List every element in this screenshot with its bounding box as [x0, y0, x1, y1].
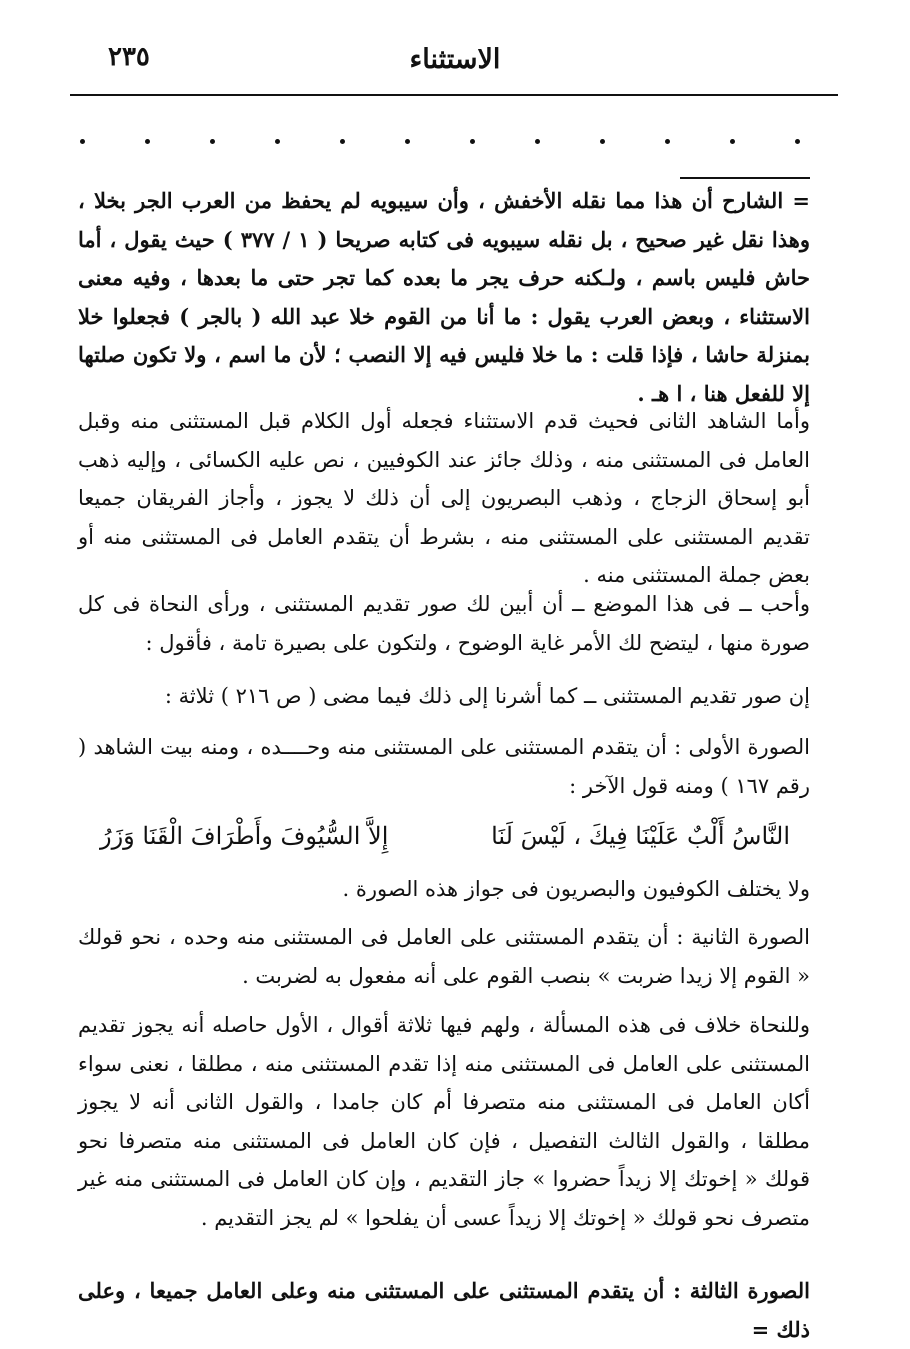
verse-second-hemistich: إِلاَّ السُّيُوفَ وأَطْرَافَ الْقَنَا وَزَرُ: [100, 822, 389, 850]
separator-dot: [795, 139, 800, 144]
separator-dot: [535, 139, 540, 144]
separator-dot: [210, 139, 215, 144]
poetry-verse: [100, 816, 790, 856]
separator-dot: [470, 139, 475, 144]
footnote-rule: [680, 177, 810, 179]
separator-dot: [80, 139, 85, 144]
separator-dot: [600, 139, 605, 144]
grammarians-dispute-paragraph: وللنحاة خلاف فى هذه المسألة ، ولهم فيها ثلاثة أقوال ، الأول حاصله أنه يجوز تقديم المستثنى على العامل فى المستثنى منه إذا تقدم المستثنى منه ، مطلقا ، نعنى سواء أكان العامل فى المستثنى منه متصرفا أم كان جامدا ، والقول الثانى أنه لا يجوز مطلقا ، والقول الثالث التفصيل ، فإن كان العامل فى المستثنى منه متصرفا نحو قولك « إخوتك إلا زيداً حضروا » جاز التقديم ، وإن كان العامل فى المستثنى منه غير متصرف نحو قولك « إخوتك إلا زيداً عسى أن يفلحوا » لم يجز التقديم .: [78, 1013, 810, 1230]
intro-paragraph: وأحب ــ فى هذا الموضع ــ أن أبين لك صور تقديم المستثنى ، ورأى النحاة فى كل صورة منها ، ليتضح لك الأمر غاية الوضوح ، ولتكون على بصيرة تامة ، فأقول :: [78, 592, 810, 655]
forms-count-paragraph: إن صور تقديم المستثنى ــ كما أشرنا إلى ذلك فيما مضى ( ص ٢١٦ ) ثلاثة :: [164, 684, 810, 708]
separator-dot: [145, 139, 150, 144]
footnote-continuation-paragraph: = الشارح أن هذا مما نقله الأخفش ، وأن سيبويه لم يحفظ من العرب الجر بخلا ، وهذا نقل غير صحيح ، بل نقله سيبويه فى كتابه صريحا ( ١ / ٣٧٧ ) حيث يقول ، أما حاش فليس باسم ، ولـكنه حرف يجر ما بعده كما تجر حتى ما بعدها ، وفيه معنى الاستثناء ، وبعض العرب يقول : ما أنا من القوم خلا عبد الله ( بالجر ) فجعلوا خلا بمنزلة حاشا ، فإذا قلت : ما خلا فليس فيه إلا النصب ؛ لأن ما اسم ، ولا تكون صلتها إلا للفعل هنا ، ا هـ .: [78, 188, 811, 406]
third-form-paragraph: الصورة الثالثة : أن يتقدم المستثنى على المستثنى منه وعلى العامل جميعا ، وعلى ذلك =: [78, 1278, 810, 1342]
separator-dot: [275, 139, 280, 144]
separator-dots: [80, 130, 800, 152]
second-form-paragraph: الصورة الثانية : أن يتقدم المستثنى على العامل فى المستثنى منه وحده ، نحو قولك « القوم إلا زيدا ضربت » بنصب القوم على أنه مفعول به لضربت .: [78, 925, 810, 988]
page-number: ٢٣٥: [108, 42, 150, 72]
header-rule: [70, 94, 838, 96]
separator-dot: [665, 139, 670, 144]
separator-dot: [340, 139, 345, 144]
page-header-title: الاستثناء: [409, 44, 501, 75]
first-form-agreement-paragraph: ولا يختلف الكوفيون والبصريون فى جواز هذه الصورة .: [342, 877, 810, 901]
separator-dot: [730, 139, 735, 144]
verse-first-hemistich: النَّاسُ أَلْبٌ عَلَيْنَا فِيكَ ، لَيْسَ لَنَا: [491, 822, 790, 850]
first-form-paragraph: الصورة الأولى : أن يتقدم المستثنى على المستثنى منه وحــــده ، ومنه بيت الشاهد ( رقم ١٦٧ ) ومنه قول الآخر :: [78, 735, 810, 798]
second-witness-paragraph: وأما الشاهد الثانى فحيث قدم الاستثناء فجعله أول الكلام قبل المستثنى منه وقبل العامل فى المستثنى منه ، وذلك جائز عند الكوفيين ، نص عليه الكسائى ، وإليه ذهب أبو إسحاق الزجاج ، وذهب البصريون إلى أن ذلك لا يجوز ، وأجاز الفريقان جميعا تقديم المستثنى على المستثنى منه ، بشرط أن يتقدم العامل فى المستثنى منه أو بعض جملة المستثنى منه .: [78, 409, 810, 587]
separator-dot: [405, 139, 410, 144]
